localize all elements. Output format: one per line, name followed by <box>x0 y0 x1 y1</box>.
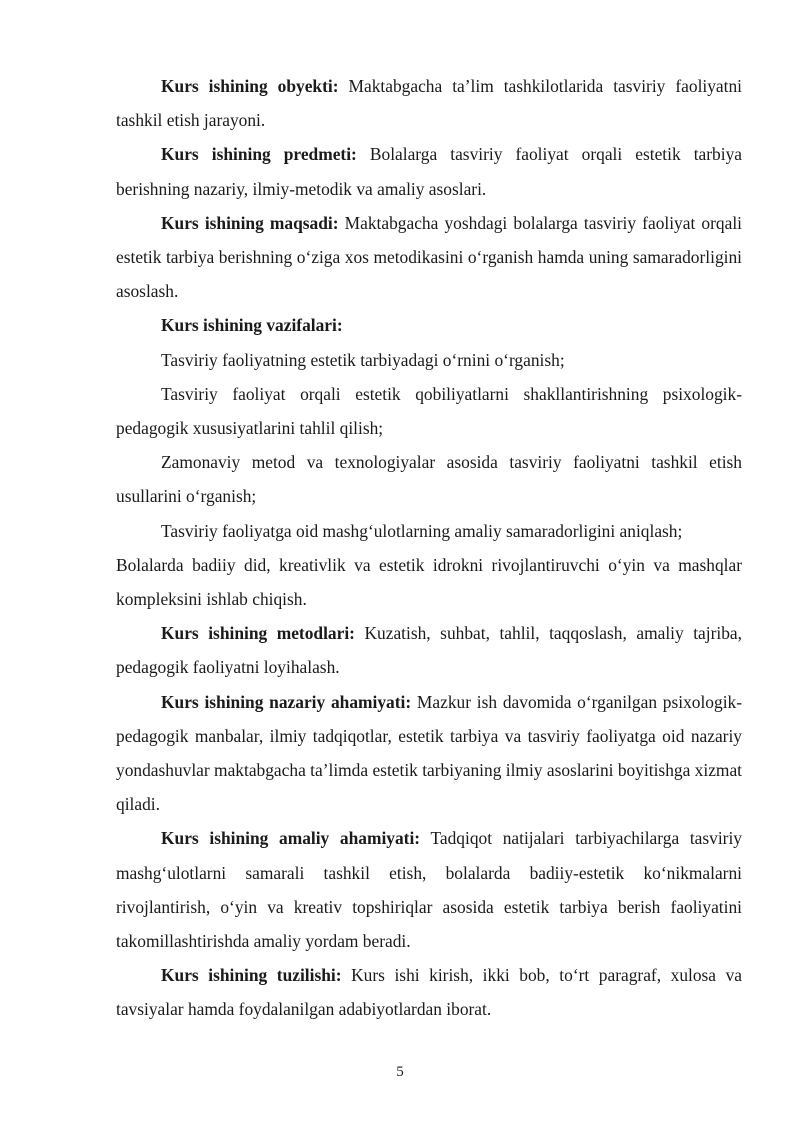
paragraph-goal <box>116 206 742 309</box>
paragraph-text: Zamonaviy metod va texnologiyalar asosida tasviriy faoliyatni tashkil etish usullarini o‘rganish; <box>116 452 742 507</box>
paragraph-text: Tadqiqot natijalari tarbiyachilarga tasviriy mashg‘ulotlarni samarali tashkil etish, bolalarda badiiy-estetik ko‘nikmalarni rivojlantirish, o‘yin va kreativ topshiriqlar asosida estetik tarbiya berish faoliyatini takomillashtirishda amaliy yordam beradi. <box>116 828 742 952</box>
task-item-1 <box>116 343 742 377</box>
paragraph-label: Kurs ishining predmeti: <box>161 144 357 165</box>
task-item-4 <box>116 514 742 548</box>
task-item-5 <box>116 548 742 616</box>
paragraph-label: Kurs ishining metodlari: <box>161 623 355 644</box>
paragraph-theoretical-significance <box>116 685 742 822</box>
paragraph-text: Tasviriy faoliyatning estetik tarbiyadagi o‘rnini o‘rganish; <box>161 349 565 370</box>
paragraph-label: Kurs ishining maqsadi: <box>161 212 339 233</box>
paragraph-text: Tasviriy faoliyatga oid mashg‘ulotlarning amaliy samaradorligini aniqlash; <box>161 520 683 541</box>
page-body <box>116 69 742 1027</box>
page-number: 5 <box>396 1064 404 1080</box>
paragraph-text: Mazkur ish davomida o‘rganilgan psixologik-pedagogik manbalar, ilmiy tadqiqotlar, estetik tarbiya va tasviriy faoliyatga oid nazariy yondashuvlar maktabgacha ta’limda estetik tarbiyaning ilmiy asoslarini boyitishga xizmat qiladi. <box>116 691 743 815</box>
paragraph-structure <box>116 958 742 1026</box>
paragraph-text: Bolalarda badiiy did, kreativlik va estetik idrokni rivojlantiruvchi o‘yin va mashqlar kompleksini ishlab chiqish. <box>116 554 742 610</box>
paragraph-text: Maktabgacha yoshdagi bolalarga tasviriy faoliyat orqali estetik tarbiya berishning o‘ziga xos metodikasini o‘rganish hamda uning samaradorligini asoslash. <box>116 212 742 302</box>
paragraph-text: Bolalarga tasviriy faoliyat orqali estetik tarbiya berishning nazariy, ilmiy-metodik va amaliy asoslari. <box>116 144 742 199</box>
paragraph-label: Kurs ishining tuzilishi: <box>161 965 342 986</box>
paragraph-text: Kuzatish, suhbat, tahlil, taqqoslash, amaliy tajriba, pedagogik faoliyatni loyihalash. <box>116 623 742 678</box>
task-item-3 <box>116 445 742 513</box>
paragraph-subject <box>116 137 742 205</box>
paragraph-text: Kurs ishi kirish, ikki bob, to‘rt paragraf, xulosa va tavsiyalar hamda foydalanilgan adabiyotlardan iborat. <box>116 965 743 1020</box>
task-item-2 <box>116 377 742 445</box>
paragraph-text: Maktabgacha ta’lim tashkilotlarida tasviriy faoliyatni tashkil etish jarayoni. <box>116 76 742 131</box>
paragraph-practical-significance <box>116 821 742 958</box>
paragraph-object <box>116 69 742 137</box>
paragraph-label: Kurs ishining amaliy ahamiyati: <box>161 828 421 849</box>
paragraph-tasks-heading <box>116 308 742 342</box>
paragraph-label: Kurs ishining obyekti: <box>161 76 339 96</box>
paragraph-methods <box>116 616 742 684</box>
paragraph-label: Kurs ishining vazifalari: <box>161 315 343 336</box>
paragraph-text: Tasviriy faoliyat orqali estetik qobiliyatlarni shakllantirishning psixologik-pedagogik xususiyatlarini tahlil qilish; <box>116 383 742 439</box>
paragraph-label: Kurs ishining nazariy ahamiyati: <box>161 691 412 712</box>
